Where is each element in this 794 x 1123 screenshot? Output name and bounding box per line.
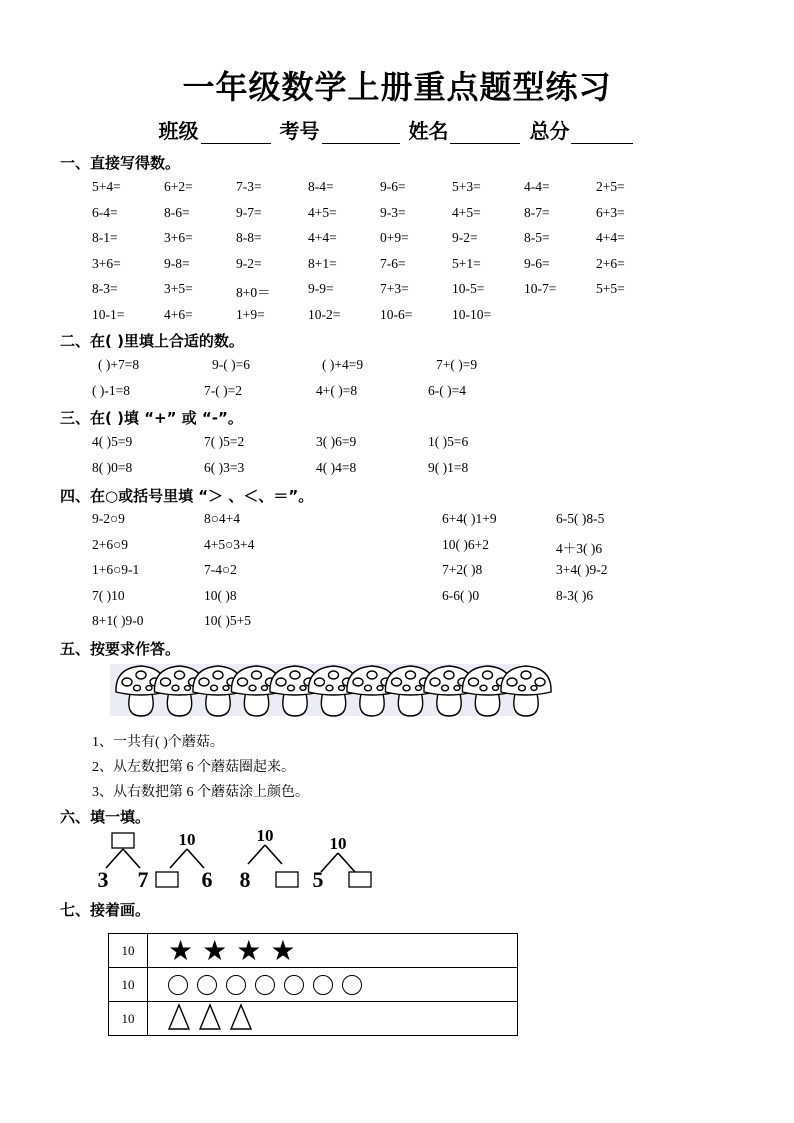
page-title: 一年级数学上册重点题型练习: [182, 68, 612, 106]
tree-top-number: 10: [178, 830, 196, 849]
math-problem[interactable]: 6+3=: [596, 204, 625, 220]
math-problem[interactable]: 10-6=: [380, 307, 413, 322]
math-problem[interactable]: 9-9=: [308, 281, 334, 297]
triangle-drawing-cell[interactable]: [148, 1002, 518, 1036]
math-problem[interactable]: 10( )8: [204, 587, 237, 603]
answer-box[interactable]: [276, 872, 298, 887]
math-problem[interactable]: 8+0＝: [236, 285, 271, 301]
math-problem[interactable]: 2+5=: [596, 179, 625, 194]
math-problem[interactable]: 9-3=: [380, 204, 406, 220]
section-5-question-2: 2、从左数把第 6 个蘑菇圈起来。: [92, 760, 295, 775]
circle-icon: [255, 975, 275, 995]
number-bond-tree: [313, 834, 372, 892]
circle-icon: [284, 975, 304, 995]
math-problem[interactable]: 7( )10: [92, 587, 125, 603]
math-problem[interactable]: 3+4( )9-2: [556, 562, 608, 577]
math-problem[interactable]: 8○4+4: [204, 511, 241, 526]
math-problem[interactable]: 4+4=: [308, 230, 337, 246]
math-problem[interactable]: 9-2=: [452, 230, 478, 246]
triangle-icon: [168, 1004, 190, 1034]
math-problem[interactable]: 8-6=: [164, 204, 190, 220]
math-problem[interactable]: 4+5=: [308, 204, 337, 220]
table-row: [109, 934, 518, 968]
math-problem[interactable]: 9-8=: [164, 255, 190, 271]
triangle-icon: [230, 1004, 252, 1034]
math-problem[interactable]: 3+6=: [92, 255, 121, 271]
math-problem[interactable]: 10-2=: [308, 307, 341, 322]
math-problem[interactable]: 3+5=: [164, 281, 193, 297]
math-problem[interactable]: 9-( )=6: [212, 357, 250, 372]
answer-box[interactable]: [112, 833, 134, 848]
number-bond-tree: [98, 833, 149, 892]
row-label: 10: [109, 1002, 148, 1036]
math-problem[interactable]: 10-7=: [524, 281, 557, 297]
math-problem[interactable]: 5+1=: [452, 255, 481, 271]
circle-drawing-cell[interactable]: [148, 968, 518, 1002]
math-problem[interactable]: 10-10=: [452, 307, 492, 322]
math-problem[interactable]: 9-2○9: [92, 511, 125, 526]
number-bond-tree: [240, 826, 299, 892]
answer-box[interactable]: [156, 872, 178, 887]
tree-left-number: 8: [239, 867, 251, 892]
math-problem[interactable]: 4( )4=8: [316, 460, 357, 475]
star-icon: ★: [270, 933, 296, 967]
table-row: [109, 1002, 518, 1036]
table-row: [109, 968, 518, 1002]
math-problem[interactable]: 3+6=: [164, 230, 193, 246]
math-problem[interactable]: 5+5=: [596, 281, 625, 297]
math-problem[interactable]: 9( )1=8: [428, 460, 469, 475]
row-label: 10: [109, 968, 148, 1002]
section-3-heading: 三、在( )填 “+” 或 “-”。: [60, 409, 243, 427]
name-label: 姓名: [408, 119, 449, 143]
section-6-heading: 六、填一填。: [60, 808, 151, 826]
number-bond-tree: [156, 830, 213, 892]
answer-box[interactable]: [349, 872, 371, 887]
tree-right-number: 7: [137, 867, 149, 892]
math-problem[interactable]: 8-7=: [524, 204, 550, 220]
math-problem[interactable]: 7-4○2: [204, 562, 237, 577]
circle-icon: [197, 975, 217, 995]
math-problem[interactable]: 10-5=: [452, 281, 485, 297]
math-problem[interactable]: 4+4=: [596, 230, 625, 246]
math-problem[interactable]: 0+9=: [380, 230, 409, 246]
math-problem[interactable]: 3( )6=9: [316, 434, 357, 449]
continue-drawing-table: [108, 933, 518, 1036]
total-score-label: 总分: [529, 119, 570, 143]
math-problem[interactable]: 8-4=: [308, 179, 334, 194]
section-5-question-3: 3、从右数把第 6 个蘑菇涂上颜色。: [92, 785, 309, 800]
section-1-heading: 一、直接写得数。: [60, 154, 181, 172]
circle-icon: [226, 975, 246, 995]
math-problem[interactable]: 8( )0=8: [92, 460, 133, 475]
math-problem[interactable]: 2+6○9: [92, 536, 129, 552]
star-icon: ★: [202, 933, 228, 967]
math-problem[interactable]: 6+4( )1+9: [442, 511, 497, 526]
math-problem[interactable]: 4＋3( )6: [556, 540, 603, 556]
math-problem[interactable]: 8-3( )6: [556, 587, 594, 603]
math-problem[interactable]: 1+9=: [236, 307, 265, 322]
math-problem[interactable]: 7( )5=2: [204, 434, 245, 449]
math-problem[interactable]: 10( )6+2: [442, 536, 489, 552]
math-problem[interactable]: 8+1=: [308, 255, 337, 271]
math-problem[interactable]: ( )-1=8: [92, 383, 130, 398]
math-problem[interactable]: 5+4=: [92, 179, 121, 194]
math-problem[interactable]: 10-1=: [92, 307, 125, 322]
math-problem[interactable]: 1+6○9-1: [92, 562, 140, 577]
math-problem[interactable]: 8-8=: [236, 230, 262, 246]
star-icon: ★: [168, 933, 194, 967]
math-problem[interactable]: 4+5=: [452, 204, 481, 220]
star-icon: ★: [236, 933, 262, 967]
section-5-heading: 五、按要求作答。: [60, 640, 181, 658]
math-problem[interactable]: 8-5=: [524, 230, 550, 246]
math-problem[interactable]: 8-3=: [92, 281, 118, 297]
math-problem[interactable]: 8-1=: [92, 230, 118, 246]
section-5-question-1: 1、一共有( )个蘑菇。: [92, 735, 224, 750]
math-problem[interactable]: 7-( )=2: [204, 383, 242, 398]
row-label: 10: [109, 934, 148, 968]
math-problem[interactable]: 6+2=: [164, 179, 193, 194]
math-problem[interactable]: 7+( )=9: [436, 357, 478, 372]
math-problem[interactable]: 4( )5=9: [92, 434, 133, 449]
circle-icon: [342, 975, 362, 995]
math-problem[interactable]: 1( )5=6: [428, 434, 469, 449]
math-problem[interactable]: 9-7=: [236, 204, 262, 220]
triangle-icon: [199, 1004, 221, 1034]
tree-top-number: 10: [256, 826, 274, 845]
tree-top-number: 10: [329, 834, 347, 853]
math-problem[interactable]: 10( )5+5: [204, 613, 251, 628]
math-problem[interactable]: 9-6=: [380, 179, 406, 194]
math-problem[interactable]: 2+6=: [596, 255, 625, 271]
class-label: 班级: [158, 119, 199, 143]
math-problem[interactable]: 4+6=: [164, 307, 193, 322]
math-problem[interactable]: 5+3=: [452, 179, 481, 194]
tree-left-number: 5: [312, 867, 324, 892]
section-7-heading: 七、接着画。: [60, 901, 151, 919]
math-problem[interactable]: 4+5○3+4: [204, 536, 255, 552]
math-problem[interactable]: 4+( )=8: [316, 383, 358, 398]
math-problem[interactable]: 7+3=: [380, 281, 409, 297]
math-problem[interactable]: 6-5( )8-5: [556, 511, 605, 526]
section-4-heading: 四、在○或括号里填 “＞ 、＜、＝”。: [60, 487, 314, 505]
tree-right-number: 6: [201, 867, 213, 892]
math-problem[interactable]: 7+2( )8: [442, 562, 483, 577]
math-problem[interactable]: 6-( )=4: [428, 383, 466, 398]
math-problem[interactable]: ( )+7=8: [98, 357, 140, 372]
math-problem[interactable]: 7-6=: [380, 255, 406, 271]
math-problem[interactable]: 9-6=: [524, 255, 550, 271]
star-drawing-cell[interactable]: [148, 934, 518, 968]
exam-number-label: 考号: [279, 119, 320, 143]
circle-icon: [168, 975, 188, 995]
math-problem[interactable]: 6-6( )0: [442, 587, 480, 603]
math-problem[interactable]: ( )+4=9: [322, 357, 364, 372]
section-2-heading: 二、在( )里填上合适的数。: [60, 332, 244, 350]
math-problem[interactable]: 8+1( )9-0: [92, 613, 144, 628]
math-problem[interactable]: 6( )3=3: [204, 460, 245, 475]
math-problem[interactable]: 4-4=: [524, 179, 550, 194]
math-problem[interactable]: 9-2=: [236, 255, 262, 271]
math-problem[interactable]: 6-4=: [92, 204, 118, 220]
tree-left-number: 3: [97, 867, 109, 892]
math-problem[interactable]: 7-3=: [236, 179, 262, 194]
circle-icon: [313, 975, 333, 995]
